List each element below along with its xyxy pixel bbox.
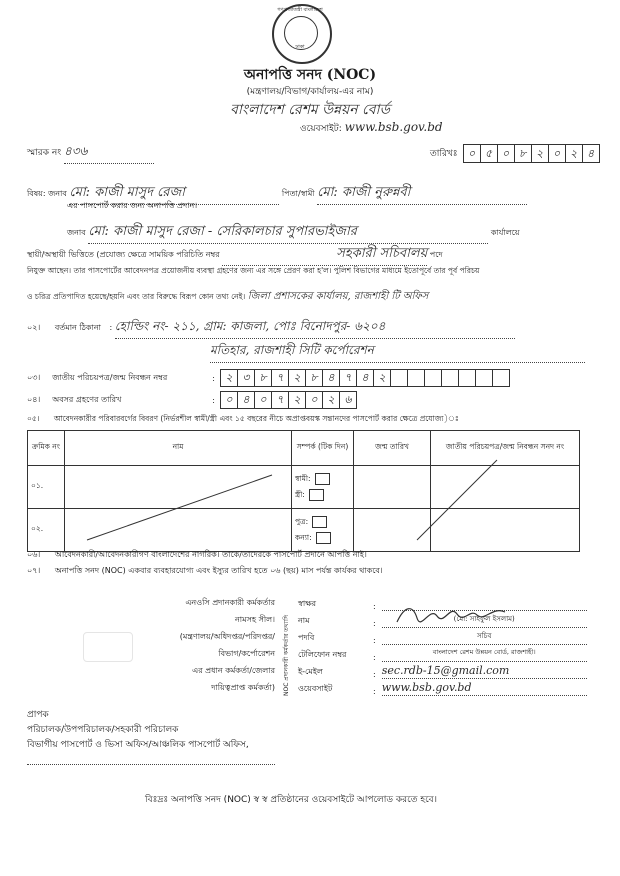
relation-label: পুত্র: bbox=[295, 516, 309, 526]
field-value: www.bsb.gov.bd bbox=[382, 681, 587, 696]
nid-digit-box: ২ bbox=[220, 369, 238, 387]
nid-boxes bbox=[221, 369, 510, 387]
item-retirement-date: ০৪। অবসর গ্রহণের তারিখ : ০ ৪ ০ ৭ ২ ০ ২ ৬ bbox=[27, 391, 357, 409]
issuer-line: এনওসি প্রদানকারী কর্মকর্তার bbox=[185, 598, 275, 607]
website-line bbox=[300, 120, 443, 136]
field-label: টেলিফোন নম্বর bbox=[298, 650, 347, 659]
note-num: ০৭। bbox=[27, 566, 41, 575]
date-boxes bbox=[464, 144, 600, 163]
retirement-digit-box: ২ bbox=[288, 391, 306, 409]
date-field bbox=[430, 144, 600, 163]
item-family-details bbox=[27, 414, 592, 426]
header-birthdate: জন্ম তারিখ bbox=[354, 431, 431, 466]
field-value: sec.rdb-15@gmail.com bbox=[382, 664, 587, 679]
nid-digit-box bbox=[407, 369, 425, 387]
field-label: পদবি bbox=[298, 633, 315, 642]
row-num: ০১. bbox=[28, 466, 65, 509]
website-value: www.bsb.gov.bd bbox=[344, 120, 443, 134]
faint-office-stamp bbox=[83, 632, 133, 662]
field-value: সচিব bbox=[382, 630, 587, 645]
nid-digit-box: ৮ bbox=[254, 369, 272, 387]
retirement-date-boxes bbox=[221, 391, 357, 409]
current-address-line-2: মতিহার, রাজশাহী সিটি কর্পোরেশন bbox=[210, 342, 585, 363]
reference-value: ৪৩৬ bbox=[64, 143, 154, 164]
permanent-label: স্থায়ী/অস্থায়ী ভিত্তিতে (প্রযোজ্য ক্ষেত্রে সাময়িক পরিচিতি নম্বর bbox=[27, 250, 220, 259]
table-strike-lines bbox=[27, 430, 580, 542]
post-suffix: পদে bbox=[429, 250, 443, 259]
item-num: ০৫। bbox=[27, 414, 40, 423]
issuer-field-name: নাম : (মো: সাইফুল ইসলাম) bbox=[298, 611, 588, 628]
issuer-line: বিভাগ/কর্পোরেশন bbox=[218, 649, 275, 658]
footer-note: বিঃদ্রঃ অনাপত্তি সনদ (NOC) স্ব স্ব প্রতিষ্ঠানের ওয়েবসাইটে আপলোড করতে হবে। bbox=[145, 795, 437, 805]
body-line-4-text: ও চরিত্র প্রতিপাদিত হয়েছে/হয়নি এবং তার বিরুদ্ধে বিরূপ কোন তথ্য নেই। bbox=[27, 292, 246, 301]
item-label: বর্তমান ঠিকানা bbox=[54, 323, 101, 332]
issuer-field-telephone: টেলিফোন নম্বর : বাংলাদেশ রেশম উন্নয়ন বোর্ড, রাজশাহী। bbox=[298, 645, 588, 662]
item-num: ০৪। bbox=[27, 394, 41, 404]
row-num: ০২. bbox=[28, 509, 65, 552]
date-digit-box: ৪ bbox=[582, 144, 600, 163]
body-line-4 bbox=[27, 289, 592, 306]
header-relation: সম্পর্ক (টিক দিন) bbox=[292, 431, 354, 466]
issuer-line: নামসহ সীল। bbox=[235, 615, 275, 624]
note-06 bbox=[27, 549, 592, 562]
nid-digit-box bbox=[441, 369, 459, 387]
father-label: পিতা/স্বামী bbox=[281, 189, 315, 198]
body-janab: জনাব bbox=[67, 228, 86, 237]
nid-digit-box: ৪ bbox=[356, 369, 374, 387]
nid-digit-box bbox=[424, 369, 442, 387]
applicant-name-post: মো: কাজী মাসুদ রেজা - সেরিকালচার সুপারভাইজার bbox=[88, 222, 488, 244]
item-current-address: ০২। বর্তমান ঠিকানা : হোল্ডিং নং- ২১১, গ্রাম: কাজলা, পোঃ বিনোদপুর- ৬২০৪ bbox=[27, 318, 592, 339]
website-label: ওয়েবসাইট: bbox=[300, 124, 342, 134]
date-label: তারিখঃ bbox=[430, 149, 458, 159]
subject-label: বিষয়: bbox=[27, 189, 46, 198]
retirement-digit-box: ২ bbox=[322, 391, 340, 409]
nid-digit-box: ৩ bbox=[237, 369, 255, 387]
header-nid: জাতীয় পরিচয়পত্র/জন্ম নিবন্ধন সনদ নং bbox=[431, 431, 580, 466]
relation-label: স্ত্রী: bbox=[295, 489, 305, 499]
date-digit-box: ০ bbox=[463, 144, 481, 163]
issuer-description bbox=[140, 594, 275, 696]
body-line-3: নিযুক্ত আছেন। তার পাসপোর্টের আবেদনপত্র প্রয়োজনীয় ব্যবস্থা গ্রহণের জন্য এর সঙ্গে প্রেরণ করা হ'ল। পুলিশ বিভাগের মাধ্যমে ইতোপূর্বে তার পূর্ব পরিচয় bbox=[27, 266, 480, 275]
issuer-vertical-label: NOC প্রদানকারী কর্মকর্তার তথ্যাদি bbox=[283, 614, 290, 696]
header-serial: ক্রমিক নং bbox=[28, 431, 65, 466]
issuer-field-signature: স্বাক্ষর : bbox=[298, 594, 588, 611]
seal-bottom-text: ঢাকা bbox=[295, 44, 305, 50]
field-label: নাম bbox=[298, 616, 310, 625]
nid-digit-box: ২ bbox=[373, 369, 391, 387]
note-text: অনাপত্তি সনদ (NOC) একবার ব্যবহারযোগ্য এবং ইস্যুর তারিখ হতে ০৬ (ছয়) মাস পর্যন্ত কার্যকর থাকবে। bbox=[54, 566, 383, 575]
nid-digit-box: ৮ bbox=[305, 369, 323, 387]
subject-for-label: জনাব bbox=[48, 189, 67, 198]
nid-digit-box: ৭ bbox=[339, 369, 357, 387]
field-label: ই-মেইল bbox=[298, 667, 323, 676]
organization-name: বাংলাদেশ রেশম উন্নয়ন বোর্ড bbox=[230, 102, 390, 118]
note-num: ০৬। bbox=[27, 550, 41, 559]
recipient-label: প্রাপক bbox=[27, 710, 49, 720]
nid-digit-box bbox=[458, 369, 476, 387]
item-label: অবসর গ্রহণের তারিখ bbox=[52, 394, 122, 404]
nid-digit-box bbox=[475, 369, 493, 387]
relation-label: স্বামী: bbox=[295, 473, 311, 483]
relation-label: কন্যা: bbox=[295, 532, 312, 542]
date-digit-box: ০ bbox=[497, 144, 515, 163]
nid-digit-box: ২ bbox=[288, 369, 306, 387]
office-suffix: কার্যালয়ে bbox=[490, 228, 520, 237]
body-line-2 bbox=[27, 244, 587, 266]
field-label: ওয়েবসাইট bbox=[298, 684, 333, 693]
date-digit-box: ২ bbox=[565, 144, 583, 163]
recipient-line-1: পরিচালক/উপপরিচালক/সহকারী পরিচালক bbox=[27, 725, 179, 735]
retirement-digit-box: ৬ bbox=[339, 391, 357, 409]
retirement-digit-box: ০ bbox=[305, 391, 323, 409]
issuer-line: এর প্রধান কর্মকর্তা/জেলার bbox=[192, 666, 275, 675]
current-address-line-1: হোল্ডিং নং- ২১১, গ্রাম: কাজলা, পোঃ বিনোদপুর- ৬২০৪ bbox=[115, 318, 515, 339]
note-07 bbox=[27, 565, 592, 578]
issuer-line: দায়িত্বপ্রাপ্ত কর্মকর্তা) bbox=[211, 683, 275, 692]
subject-continuation: এর পাসপোর্ট করার জন্য অনাপত্তি প্রদান। bbox=[67, 201, 198, 210]
nid-digit-box bbox=[492, 369, 510, 387]
recipient-address-line bbox=[27, 754, 275, 765]
seal-top-text: গণপ্রজাতন্ত্রী বাংলাদেশ bbox=[277, 7, 323, 13]
date-digit-box: ০ bbox=[548, 144, 566, 163]
field-value: বাংলাদেশ রেশম উন্নয়ন বোর্ড, রাজশাহী। bbox=[382, 647, 587, 662]
issuer-field-designation: পদবি : সচিব bbox=[298, 628, 588, 645]
item-label: জাতীয় পরিচয়পত্র/জন্ম নিবন্ধন নম্বর bbox=[52, 372, 168, 382]
page-title: অনাপত্তি সনদ (NOC) bbox=[243, 67, 377, 83]
retirement-digit-box: ৪ bbox=[237, 391, 255, 409]
date-digit-box: ২ bbox=[531, 144, 549, 163]
field-label: স্বাক্ষর bbox=[298, 599, 317, 608]
permanent-value: সহকারী সচিবালয় bbox=[222, 244, 427, 266]
item-label: আবেদনকারীর পরিবারবর্গের বিবরণ (নির্ভরশীল স্বামী/স্ত্রী এবং ১৫ বছরের নীচে অপ্রাপ্তবয়স্ক সন্তানদের পাসপোর্ট করার ক্ষেত্রে প্রযোজ্য)ঃ bbox=[53, 414, 459, 423]
date-digit-box: ৫ bbox=[480, 144, 498, 163]
page-subtitle: (মন্ত্রণালয়/বিভাগ/কার্যালয়-এর নাম) bbox=[246, 87, 374, 97]
issuer-field-website: ওয়েবসাইট : www.bsb.gov.bd bbox=[298, 679, 588, 696]
father-name: মো: কাজী নুরুন্নবী bbox=[317, 183, 527, 205]
item-num: ০২। bbox=[27, 323, 41, 332]
nid-digit-box bbox=[390, 369, 408, 387]
stamp-name: (মো: সাইফুল ইসলাম) bbox=[382, 613, 587, 628]
date-digit-box: ৮ bbox=[514, 144, 532, 163]
nid-digit-box: ৭ bbox=[271, 369, 289, 387]
issuer-field-email: ই-মেইল : sec.rdb-15@gmail.com bbox=[298, 662, 588, 679]
retirement-digit-box: ০ bbox=[220, 391, 238, 409]
header-name: নাম bbox=[65, 431, 292, 466]
item-nid: ০৩। জাতীয় পরিচয়পত্র/জন্ম নিবন্ধন নম্বর : ২ ৩ ৮ ৭ ২ ৮ ৪ ৭ ৪ ২ bbox=[27, 369, 510, 387]
retirement-digit-box: ৭ bbox=[271, 391, 289, 409]
note-text: আবেদনকারী/আবেদনকারীগণ বাংলাদেশের নাগরিক। তাকে/তাদেরকে পাসপোর্ট প্রদানে আপত্তি নাই। bbox=[54, 550, 367, 559]
signature-scribble-icon bbox=[395, 600, 515, 628]
applicant-name: মো: কাজী মাসুদ রেজা bbox=[69, 183, 279, 205]
retirement-digit-box: ০ bbox=[254, 391, 272, 409]
body-line-1 bbox=[67, 222, 587, 244]
reference-label: স্মারক নং bbox=[27, 148, 62, 158]
body-line-4-handwritten: জিলা প্রশাসকের কার্যালয়, রাজশাহী টি অফিস bbox=[247, 291, 429, 302]
item-num: ০৩। bbox=[27, 372, 41, 382]
reference-number bbox=[27, 143, 154, 164]
recipient-line-2: বিভাগীয় পাসপোর্ট ও ভিসা অফিস/আঞ্চলিক পাসপোর্ট অফিস, bbox=[27, 740, 249, 750]
nid-digit-box: ৪ bbox=[322, 369, 340, 387]
issuer-line: (মন্ত্রণালয়/অধিদপ্তর/পরিদপ্তর/ bbox=[179, 632, 275, 641]
